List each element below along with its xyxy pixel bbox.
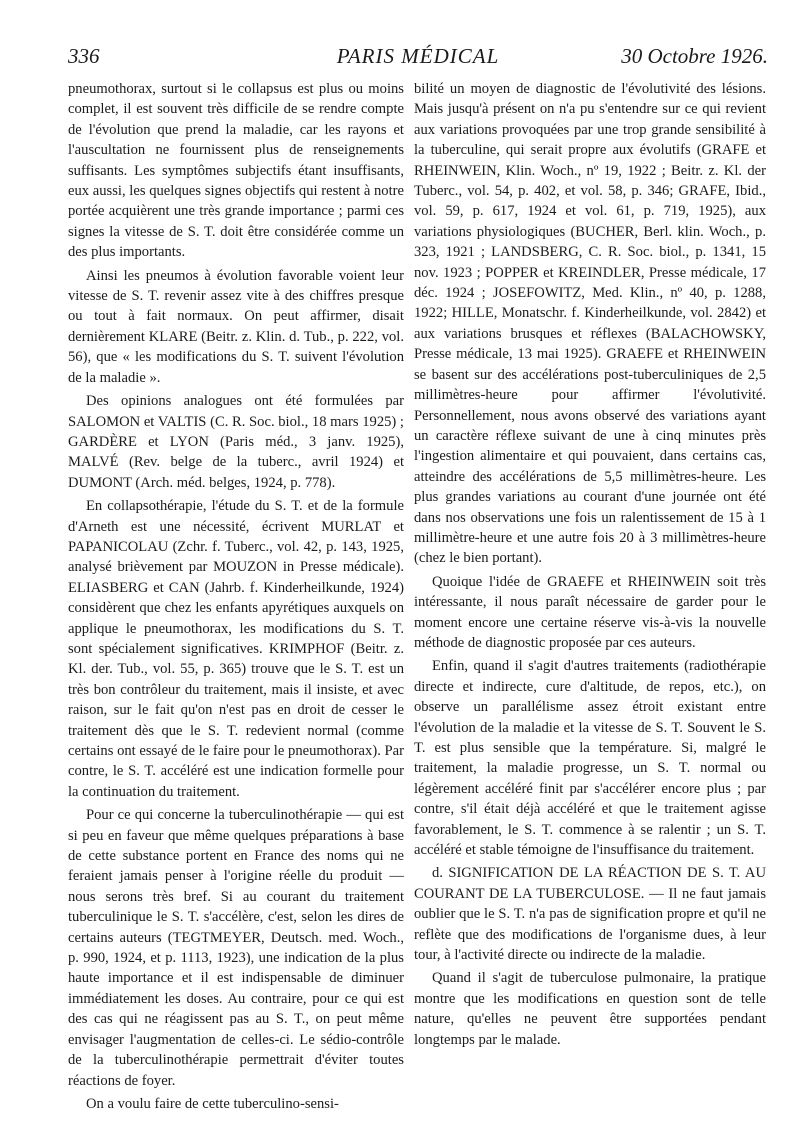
paragraph: pneumothorax, surtout si le collapsus est plus ou moins complet, il est souvent très difficile de se rendre compte de l'évolution que prend la maladie, car les rayons et l'auscultation ne fournissent plus de renseignements suffisants. Les symptômes subjectifs étant insuffisants, eux aussi, les quelques signes objectifs qui restent à notre portée acquièrent une très grande importance ; parmi ces signes la vitesse de S. T. doit être considérée comme un des plus importants. — [68, 81, 404, 261]
paragraph: Quand il s'agit de tuberculose pulmonaire, la pratique montre que les modifications en question sont de telle nature, qu'elles ne peuvent être supportées pendant longtemps par le malade. — [414, 970, 766, 1048]
paragraph: Ainsi les pneumos à évolution favorable voient leur vitesse de S. T. revenir assez vite à des chiffres presque ou tout à fait normaux. On peut affirmer, disait dernièrement KLARE (Beitr. z. Klin. d. Tub., p. 222, vol. 56), que « les modifications du S. T. suivent l'évolution de la maladie ». — [68, 267, 404, 386]
page-number: 336 — [68, 44, 100, 68]
right-column — [414, 79, 766, 1050]
paragraph: Des opinions analogues ont été formulées par SALOMON et VALTIS (C. R. Soc. biol., 18 mars 1925) ; GARDÈRE et LYON (Paris méd., 3 janv. 1925), MALVÉ (Rev. belge de la tuberc., avril 1924) et DUMONT (Arch. méd. belges, 1924, p. 778). — [68, 393, 404, 491]
left-column — [68, 79, 404, 1114]
paragraph: On a voulu faire de cette tuberculino-sensi- — [86, 1095, 339, 1112]
paragraph: En collapsothérapie, l'étude du S. T. et de la formule d'Arneth est une nécessité, écrivent MURLAT et PAPANICOLAU (Zchr. f. Tuberc., vol. 42, p. 143, 1925, analysé brièvement par MOUZON in Presse médicale). ELIASBERG et CAN (Jahrb. f. Kinderheilkunde, 1924) considèrent que chez les enfants apyrétiques auxquels on applique le pneumothorax, les modifications du S. T. sont spécialement significatives. KRIMPHOF (Beitr. z. Kl. der. Tub., vol. 55, p. 365) trouve que le S. T. est un très bon contrôleur du traitement, mais il insiste, et avec raison, sur le fait qu'on n'est pas en droit de cesser le traitement dès que le S. T. redevient normal (comme certains ont essayé de le faire pour le pneumothorax). Par contre, le S. T. accéléré est une indication formelle pour la continuation du traitement. — [68, 498, 404, 800]
paragraph: bilité un moyen de diagnostic de l'évolutivité des lésions. Mais jusqu'à présent on n'a pu s'entendre sur ce qui revient aux variations provoquées par une trop grande sensibilité à la tuberculine, qui serait propre aux évolutifs (GRAFE et RHEINWEIN, Klin. Woch., nº 19, 1922 ; Beitr. z. Kl. der Tuberc., vol. 54, p. 402, et vol. 58, p. 346; GRAFE, Ibid., vol. 59, p. 617, 1924 et vol. 61, p. 719, 1925), aux variations physiologiques (BUCHER, Berl. klin. Woch., p. 323, 1921 ; LANDSBERG, C. R. Soc. biol., p. 1341, 15 nov. 1923 ; POPPER et KREINDLER, Presse médicale, 17 déc. 1924 ; JOSEFOWITZ, Med. Klin., nº 40, p. 1288, 1922; HILLE, Monatschr. f. Kinderheilkunde, vol. 2842) et aux variations brusques et réflexes (BALACHOWSKY, Presse médicale, 13 mai 1925). GRAEFE et RHEINWEIN se basent sur des accélérations post-tuberculiniques de 2,5 millimètres-heure pour affirmer l'évolutivité. Personnellement, nous avons observé des variations ayant un caractère réflexe suivant de une à cinq minutes près l'ingestion alimentaire et qui pouvaient, dans certains cas, atteindre des accélérations de 5,5 millimètres-heure. Les plus grandes variations au courant d'une journée ont été dans nos observations une fois un ralentissement de 15 à 1 millimètre-heure et une autre fois 20 à 3 millimètres-heure (chez le bien portant). — [414, 81, 766, 567]
paragraph: Enfin, quand il s'agit d'autres traitements (radiothérapie directe et indirecte, cure d'altitude, de repos, etc.), on observe un parallélisme assez étroit existant entre l'évolution de la maladie et la vitesse de S. T. Souvent le S. T. est plus sensible que la température. Si, malgré le traitement, la maladie progresse, un S. T. normal ou légèrement accéléré finit par s'accélérer encore plus ; par contre, s'il était déjà accéléré et que le traitement agisse favorablement, le S. T. commence à se ralentir ; un S. T. accéléré et stable témoigne de l'insuffisance du traitement. — [414, 658, 766, 859]
issue-date: 30 Octobre 1926. — [621, 44, 768, 68]
paragraph: Pour ce qui concerne la tuberculinothérapie — qui est si peu en faveur que même quelques préparations à base de cette substance portent en France des noms qui ne feraient jamais penser à l'origine réelle du produit — nous serons très bref. Si au courant du traitement tuberculinique le S. T. s'accélère, c'est, selon les dires de certains auteurs (TEGTMEYER, Deutsch. med. Woch., p. 990, 1924, et p. 1113, 1923), une indication de la plus haute importance et il est indispensable de diminuer immédiatement les doses. Au contraire, pour ce qui est des cas qui ne réagissent pas au S. T., on peut même envisager l'augmentation de celles-ci. Le sédio-contrôle de la tuberculinothérapie permettrait d'éviter toutes réactions de foyer. — [68, 807, 404, 1089]
page-header — [68, 44, 768, 74]
journal-title: PARIS MÉDICAL — [336, 44, 500, 68]
section-heading-paragraph: d. SIGNIFICATION DE LA RÉACTION DE S. T. AU COURANT DE LA TUBERCULOSE. — Il ne faut jamais oublier que le S. T. n'a pas de signification propre et qu'il ne reflète que des modifications de l'organisme dues, à leur tour, à l'activité directe ou indirecte de la maladie. — [414, 865, 766, 964]
paragraph: Quoique l'idée de GRAEFE et RHEINWEIN soit très intéressante, il nous paraît nécessaire de garder pour le moment encore une certaine réserve vis-à-vis la nouvelle méthode de diagnostic proposée par ces auteurs. — [414, 573, 766, 651]
